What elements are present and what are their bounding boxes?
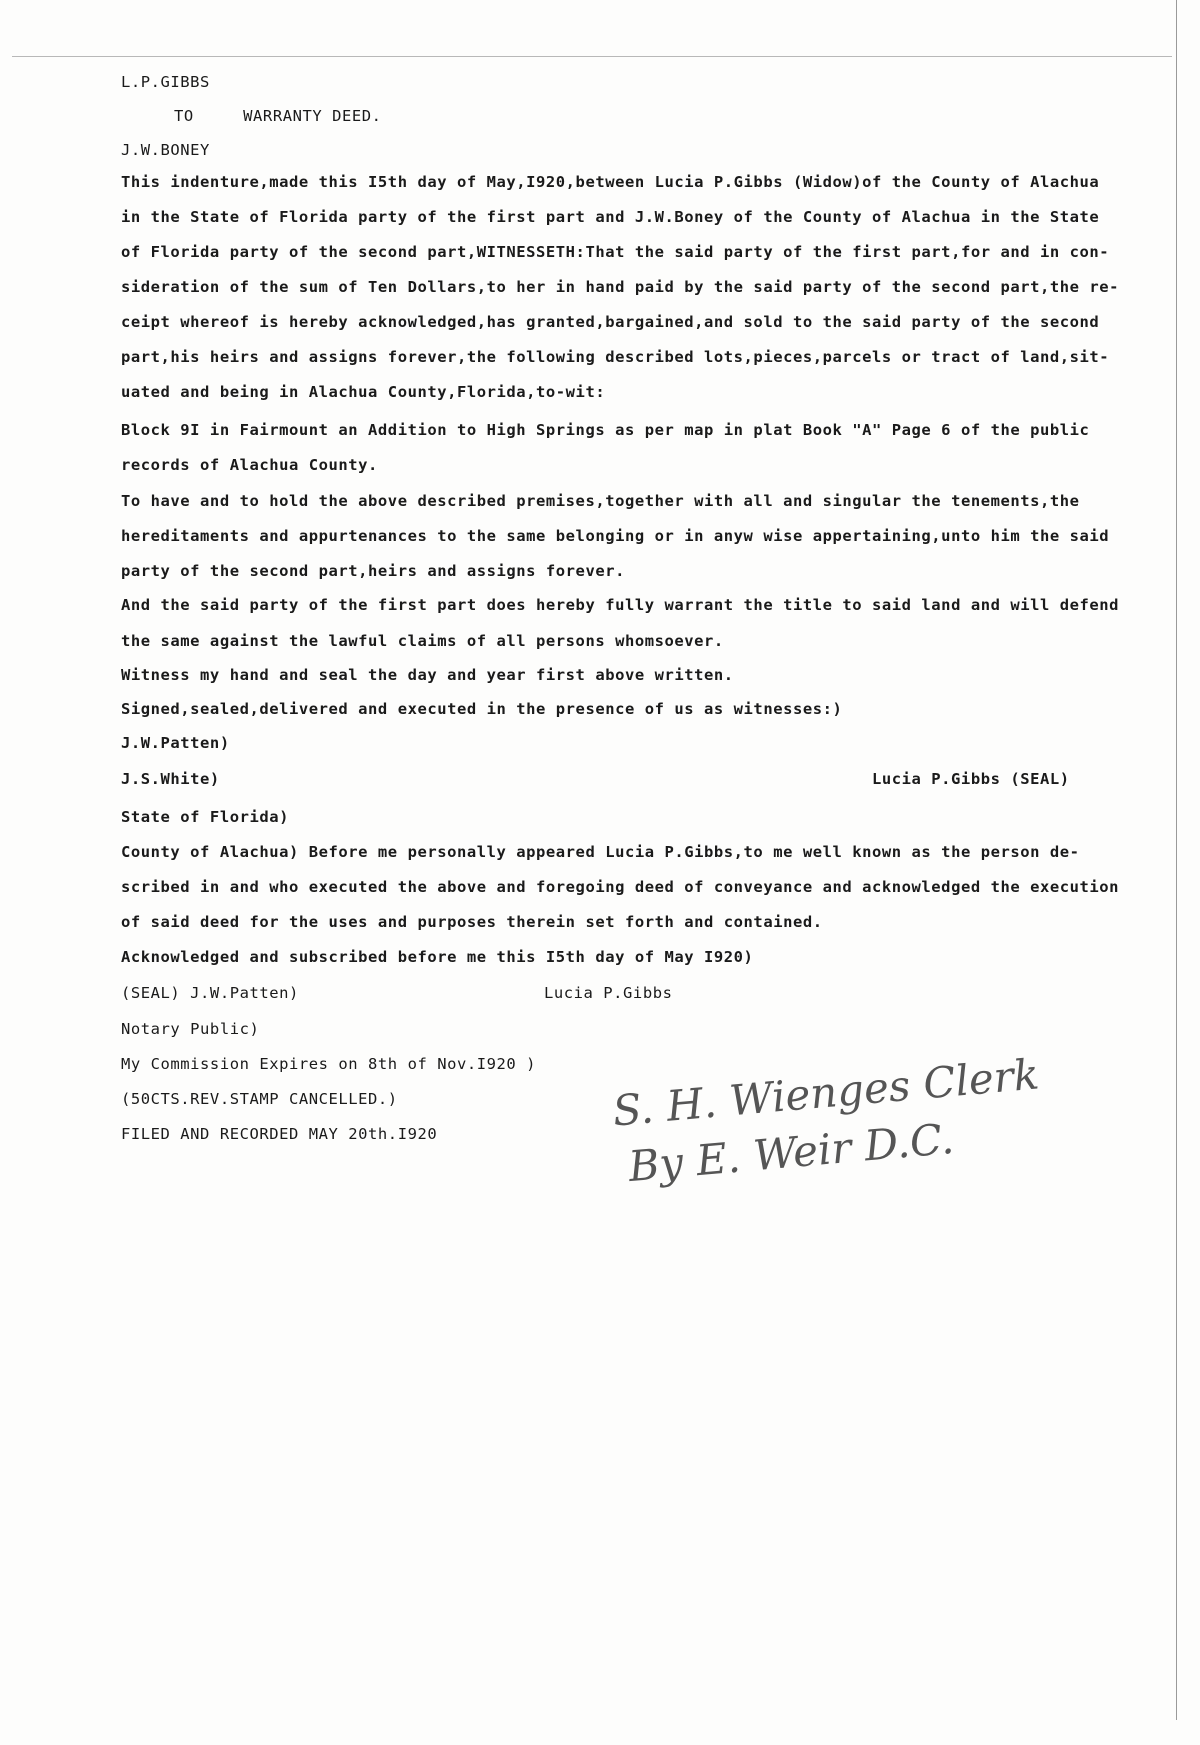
body-line-2: in the State of Florida party of the first part and J.W.Boney of the County of Alachua in the State bbox=[121, 208, 1100, 226]
page-edge bbox=[1176, 0, 1177, 1720]
body-line-9: records of Alachua County. bbox=[121, 456, 378, 474]
clerk-signature: S. H. Wienges Clerk bbox=[610, 1049, 1041, 1136]
body-line-4: sideration of the sum of Ten Dollars,to her in hand paid by the said party of the second part,the re- bbox=[121, 278, 1120, 296]
body-line-10: To have and to hold the above described premises,together with all and singular the tenements,the bbox=[121, 492, 1080, 510]
body-line-12: party of the second part,heirs and assigns forever. bbox=[121, 562, 625, 580]
body-line-16: Signed,sealed,delivered and executed in the presence of us as witnesses:) bbox=[121, 700, 843, 718]
body-line-8: Block 9I in Fairmount an Addition to High Springs as per map in plat Book "A" Page 6 of the public bbox=[121, 421, 1090, 439]
body-line-7: uated and being in Alachua County,Florida,to-wit: bbox=[121, 383, 606, 401]
body-line-6: part,his heirs and assigns forever,the following described lots,pieces,parcels or tract of land,sit- bbox=[121, 348, 1110, 366]
body-line-1: This indenture,made this I5th day of May,I920,between Lucia P.Gibbs (Widow)of the County of Alachua bbox=[121, 173, 1100, 191]
grantor-signature: Lucia P.Gibbs (SEAL) bbox=[872, 770, 1070, 788]
ack-signature: Lucia P.Gibbs bbox=[544, 984, 673, 1002]
ack-line-2: scribed in and who executed the above and foregoing deed of conveyance and acknowledged the execution bbox=[121, 878, 1120, 896]
ack-line-1: County of Alachua) Before me personally appeared Lucia P.Gibbs,to me well known as the person de- bbox=[121, 843, 1080, 861]
ack-state: State of Florida) bbox=[121, 808, 289, 826]
body-line-15: Witness my hand and seal the day and year first above written. bbox=[121, 666, 734, 684]
notary-seal: (SEAL) J.W.Patten) bbox=[121, 984, 299, 1002]
stamp-note: (50CTS.REV.STAMP CANCELLED.) bbox=[121, 1090, 398, 1108]
witness-2: J.S.White) bbox=[121, 770, 220, 788]
grantee-name: J.W.BONEY bbox=[121, 141, 210, 159]
ack-line-4: Acknowledged and subscribed before me this I5th day of May I920) bbox=[121, 948, 754, 966]
commission-expiry: My Commission Expires on 8th of Nov.I920 ) bbox=[121, 1055, 537, 1073]
witness-1: J.W.Patten) bbox=[121, 734, 230, 752]
body-line-14: the same against the lawful claims of all persons whomsoever. bbox=[121, 632, 724, 650]
body-line-5: ceipt whereof is hereby acknowledged,has granted,bargained,and sold to the said party of the second bbox=[121, 313, 1100, 331]
body-line-3: of Florida party of the second part,WITNESSETH:That the said party of the first part,for and in con- bbox=[121, 243, 1110, 261]
deputy-signature: By E. Weir D.C. bbox=[626, 1113, 956, 1192]
body-line-11: hereditaments and appurtenances to the same belonging or in anyw wise appertaining,unto him the said bbox=[121, 527, 1110, 545]
notary-title: Notary Public) bbox=[121, 1020, 260, 1038]
filed-recorded: FILED AND RECORDED MAY 20th.I920 bbox=[121, 1125, 438, 1143]
deed-title: TO WARRANTY DEED. bbox=[174, 107, 382, 125]
body-line-13: And the said party of the first part does hereby fully warrant the title to said land and will defend bbox=[121, 596, 1120, 614]
top-rule bbox=[12, 56, 1172, 57]
grantor-name: L.P.GIBBS bbox=[121, 73, 210, 91]
ack-line-3: of said deed for the uses and purposes therein set forth and contained. bbox=[121, 913, 823, 931]
